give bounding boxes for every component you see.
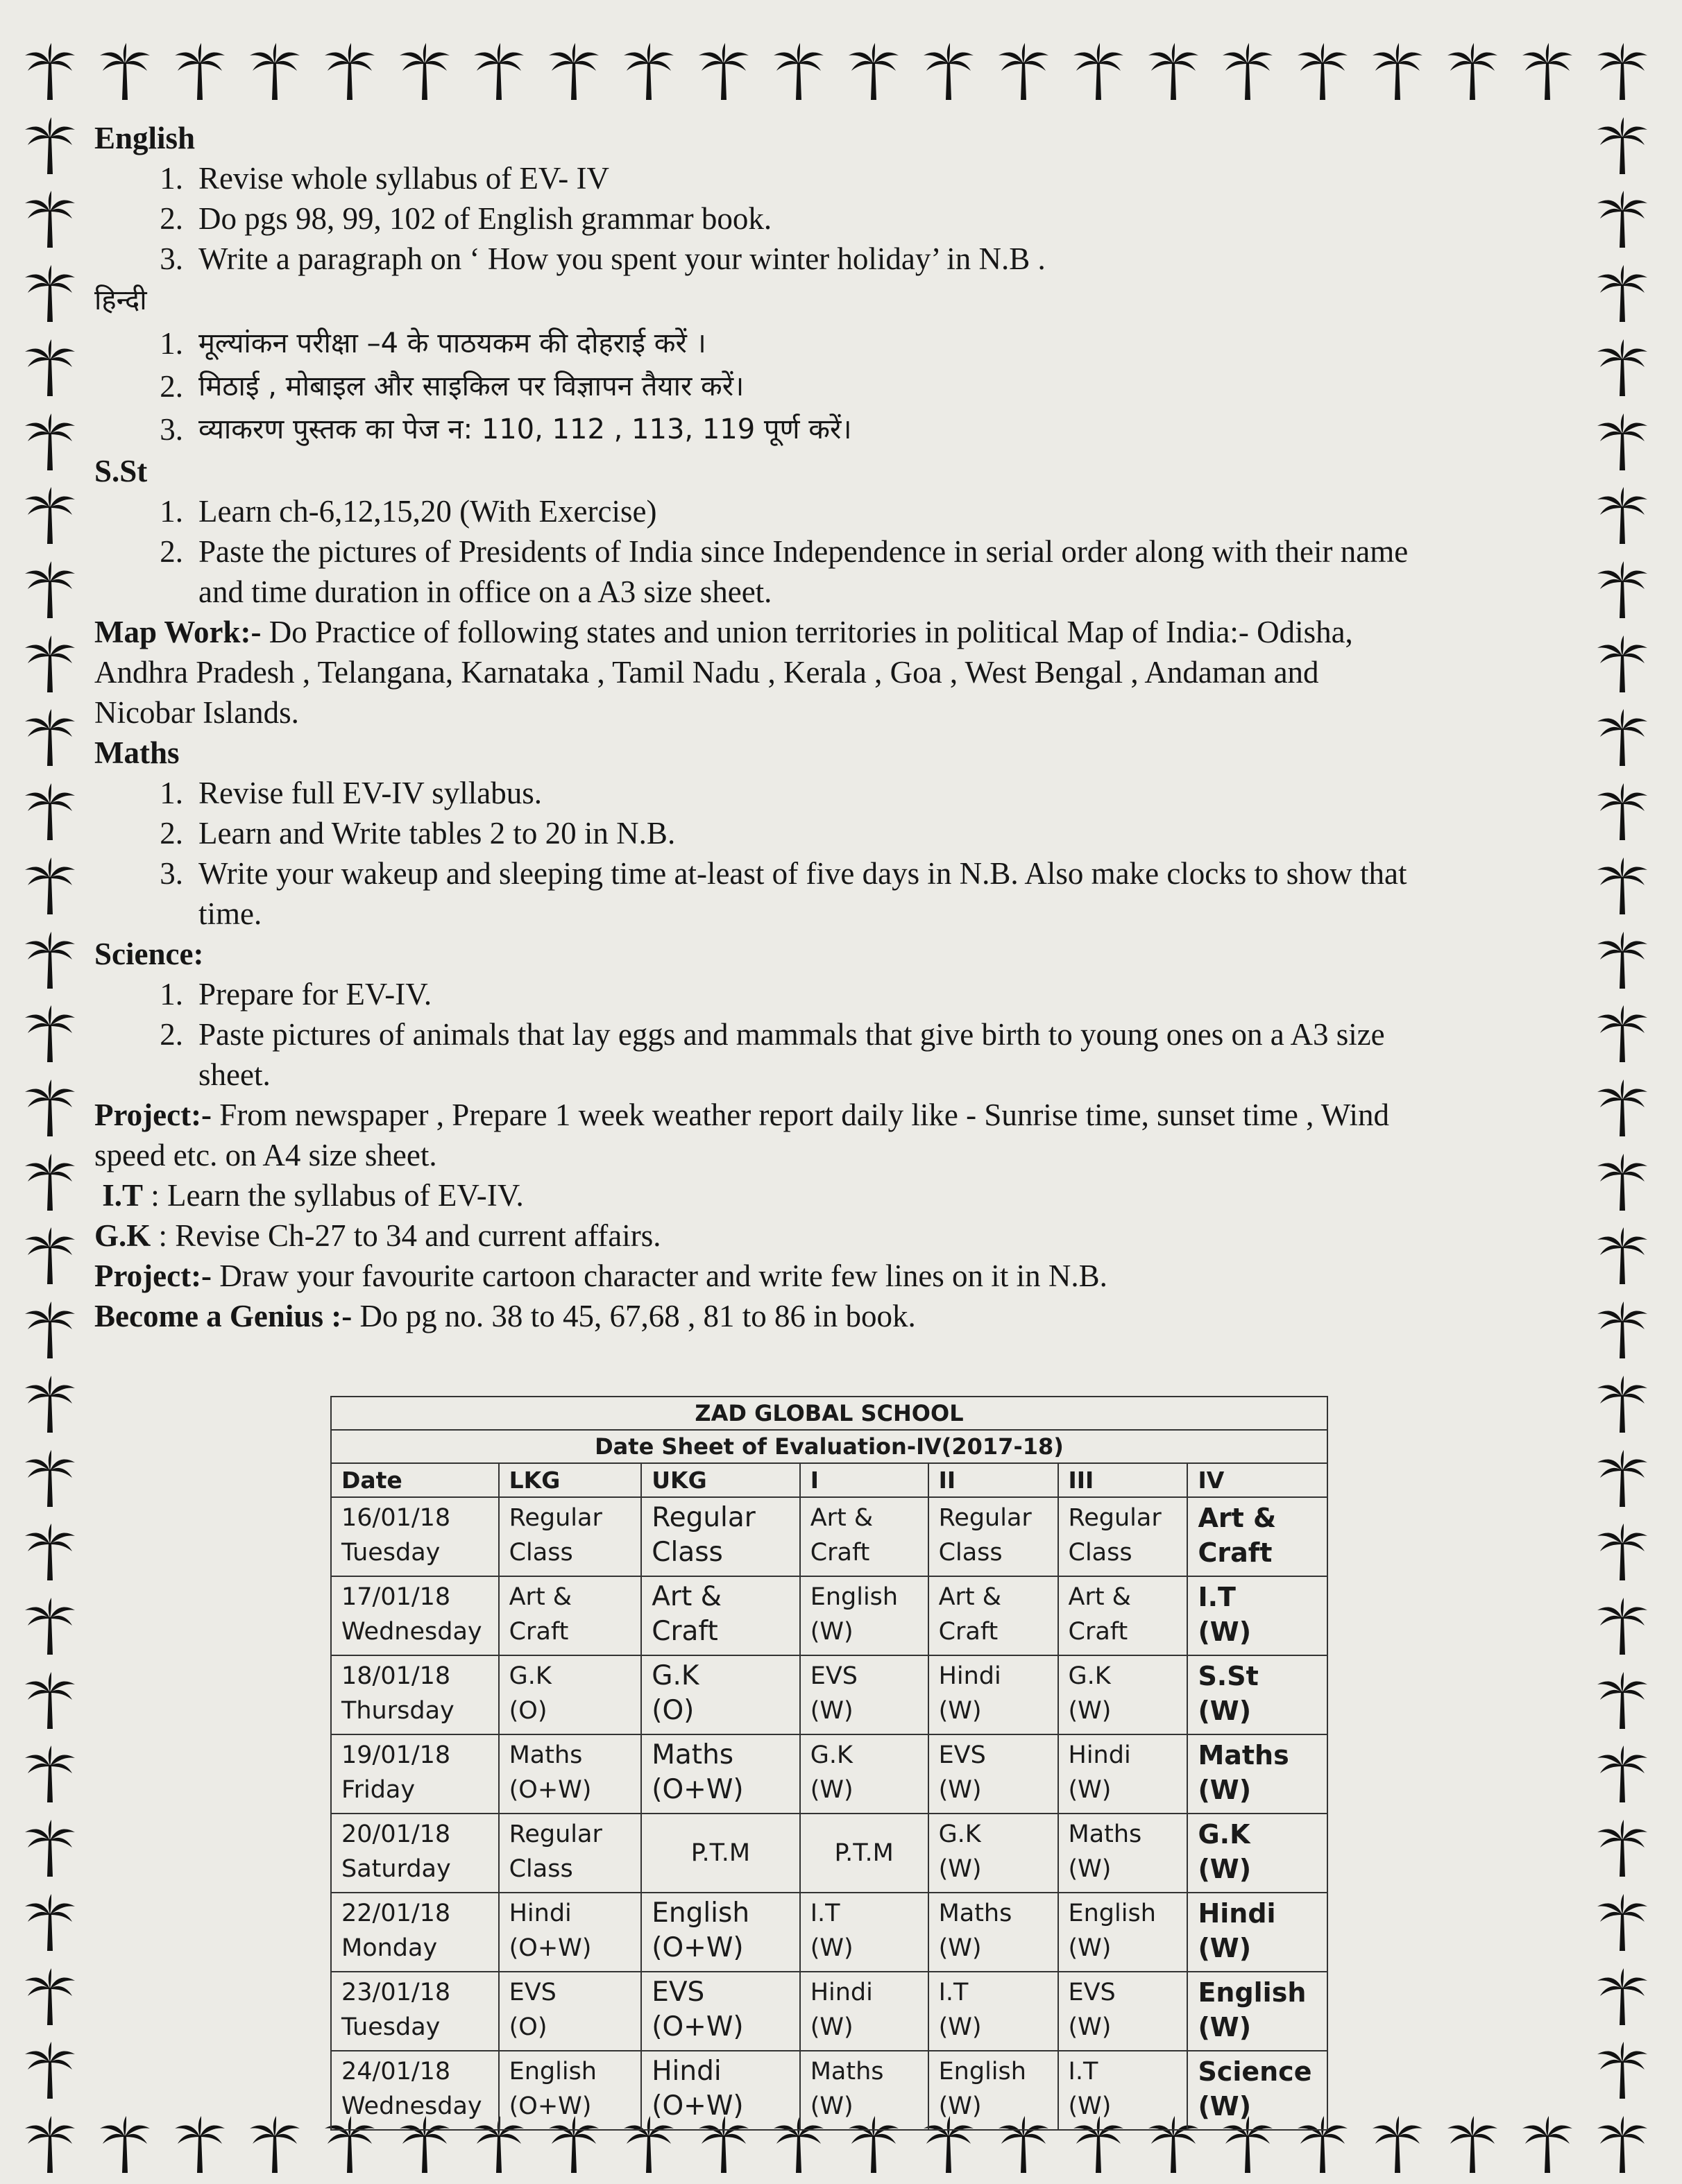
palm-tree-icon — [24, 2116, 76, 2174]
class-ii-cell: I.T (W) — [928, 1972, 1058, 2051]
lkg-cell: Art & Craft — [499, 1576, 642, 1655]
palm-tree-icon — [1596, 783, 1649, 842]
palm-tree-icon — [1596, 1302, 1649, 1360]
project-weather: Project:- From newspaper , Prepare 1 week weather report daily like - Sunrise time, sunset time , Wind — [94, 1098, 1389, 1132]
ukg-cell: Regular Class — [641, 1497, 799, 1576]
map-work-line: Andhra Pradesh , Telangana, Karnataka , Tamil Nadu , Kerala , Goa , West Bengal , Andaman and — [94, 655, 1319, 690]
list-item-continuation: sheet. — [198, 1057, 271, 1092]
list-item: 1. Prepare for EV-IV. — [160, 977, 432, 1012]
map-work: Map Work:- Do Practice of following states and union territories in political Map of India:- Odisha, — [94, 615, 1353, 649]
class-iv-cell: S.St (W) — [1187, 1655, 1327, 1734]
palm-tree-icon — [997, 43, 1050, 101]
palm-tree-icon — [1596, 932, 1649, 990]
palm-tree-icon — [24, 783, 76, 842]
palm-tree-icon — [24, 413, 76, 472]
class-ii-cell: G.K (W) — [928, 1814, 1058, 1893]
palm-tree-icon — [473, 43, 525, 101]
palm-tree-icon — [922, 43, 975, 101]
palm-tree-icon — [99, 43, 151, 101]
palm-tree-icon — [1596, 1894, 1649, 1952]
palm-tree-icon — [697, 43, 750, 101]
palm-tree-icon — [1147, 43, 1200, 101]
table-row — [331, 1576, 1327, 1655]
date-cell: 19/01/18 Friday — [331, 1734, 499, 1814]
list-item: 3. Write a paragraph on ‘ How you spent your winter holiday’ in N.B . — [160, 241, 1046, 276]
class-iv-cell: Maths (W) — [1187, 1734, 1327, 1814]
palm-tree-icon — [24, 1154, 76, 1212]
table-row — [331, 1893, 1327, 1972]
palm-tree-icon — [1596, 709, 1649, 767]
list-item: 1. मूल्यांकन परीक्षा –4 के पाठयकम की दोहराई करें । — [160, 326, 706, 361]
palm-tree-icon — [1596, 1672, 1649, 1730]
palm-tree-icon — [1596, 265, 1649, 323]
palm-tree-icon — [24, 858, 76, 916]
genius-label: Become a Genius :- — [94, 1299, 352, 1333]
lkg-cell: Hindi (O+W) — [499, 1893, 642, 1972]
ukg-cell: EVS (O+W) — [641, 1972, 799, 2051]
palm-tree-icon — [24, 709, 76, 767]
gk-label: G.K — [94, 1218, 151, 1253]
palm-tree-icon — [24, 1672, 76, 1730]
class-ii-cell: Art & Craft — [928, 1576, 1058, 1655]
column-header: III — [1058, 1463, 1188, 1497]
class-ii-cell: Maths (W) — [928, 1893, 1058, 1972]
project-cartoon: Project:- Draw your favourite cartoon character and write few lines on it in N.B. — [94, 1259, 1107, 1293]
list-item: 1. Learn ch-6,12,15,20 (With Exercise) — [160, 494, 657, 529]
palm-tree-icon — [1596, 1227, 1649, 1286]
date-sheet-title: Date Sheet of Evaluation-IV(2017-18) — [331, 1430, 1327, 1463]
table-row — [331, 1734, 1327, 1814]
class-iii-cell: EVS (W) — [1058, 1972, 1188, 2051]
date-cell: 23/01/18 Tuesday — [331, 1972, 499, 2051]
palm-tree-icon — [1446, 2116, 1499, 2174]
class-i-cell: English (W) — [800, 1576, 928, 1655]
ukg-cell: English (O+W) — [641, 1893, 799, 1972]
date-cell: 18/01/18 Thursday — [331, 1655, 499, 1734]
palm-tree-icon — [1221, 43, 1274, 101]
table-row — [331, 2051, 1327, 2130]
project-weather-line: speed etc. on A4 size sheet. — [94, 1138, 437, 1172]
palm-tree-icon — [1596, 413, 1649, 472]
table-row — [331, 1655, 1327, 1734]
palm-tree-icon — [1596, 1820, 1649, 1878]
palm-tree-icon — [24, 635, 76, 694]
project-label: Project:- — [94, 1098, 212, 1132]
palm-tree-icon — [1596, 858, 1649, 916]
palm-tree-icon — [24, 265, 76, 323]
column-header: LKG — [499, 1463, 642, 1497]
class-iv-cell: G.K (W) — [1187, 1814, 1327, 1893]
palm-tree-icon — [24, 561, 76, 620]
date-cell: 16/01/18 Tuesday — [331, 1497, 499, 1576]
palm-tree-icon — [24, 1598, 76, 1656]
hindi-heading: हिन्दी — [94, 284, 147, 316]
palm-tree-icon — [24, 43, 76, 101]
date-cell: 17/01/18 Wednesday — [331, 1576, 499, 1655]
palm-tree-icon — [1596, 2042, 1649, 2100]
list-item-continuation: and time duration in office on a A3 size sheet. — [198, 574, 772, 609]
palm-tree-icon — [1521, 2116, 1574, 2174]
palm-tree-icon — [24, 191, 76, 249]
class-i-cell: Maths (W) — [800, 2051, 928, 2130]
palm-tree-icon — [847, 43, 900, 101]
class-iv-cell: I.T (W) — [1187, 1576, 1327, 1655]
palm-tree-icon — [1596, 561, 1649, 620]
column-header: UKG — [641, 1463, 799, 1497]
lkg-cell: English (O+W) — [499, 2051, 642, 2130]
date-cell: 22/01/18 Monday — [331, 1893, 499, 1972]
date-cell: 20/01/18 Saturday — [331, 1814, 499, 1893]
column-header: IV — [1187, 1463, 1327, 1497]
lkg-cell: Maths (O+W) — [499, 1734, 642, 1814]
list-item: 2. मिठाई , मोबाइल और साइकिल पर विज्ञापन तैयार करें। — [160, 369, 745, 404]
palm-tree-icon — [24, 117, 76, 176]
english-list — [94, 158, 1558, 279]
palm-tree-icon — [24, 932, 76, 990]
palm-tree-icon — [24, 1450, 76, 1508]
palm-tree-icon — [1596, 1080, 1649, 1138]
project-label: Project:- — [94, 1259, 212, 1293]
palm-tree-icon — [24, 1820, 76, 1878]
class-iii-cell: G.K (W) — [1058, 1655, 1188, 1734]
date-sheet-table — [330, 1396, 1328, 2131]
class-ii-cell: EVS (W) — [928, 1734, 1058, 1814]
ukg-cell: P.T.M — [641, 1814, 799, 1893]
column-header: I — [800, 1463, 928, 1497]
school-name: ZAD GLOBAL SCHOOL — [331, 1397, 1327, 1430]
become-a-genius: Become a Genius :- Do pg no. 38 to 45, 67,68 , 81 to 86 in book. — [94, 1299, 916, 1333]
palm-tree-icon — [1596, 339, 1649, 398]
palm-tree-icon — [772, 43, 825, 101]
palm-tree-icon — [1596, 1524, 1649, 1582]
palm-tree-icon — [99, 2116, 151, 2174]
palm-tree-icon — [24, 487, 76, 545]
list-item: 2. Paste pictures of animals that lay eggs and mammals that give birth to young ones on a A3 size — [160, 1017, 1385, 1052]
column-header: II — [928, 1463, 1058, 1497]
palm-tree-icon — [1596, 1746, 1649, 1804]
palm-tree-icon — [1296, 43, 1349, 101]
palm-tree-icon — [1596, 2116, 1649, 2174]
class-iv-cell: English (W) — [1187, 1972, 1327, 2051]
class-iv-cell: Hindi (W) — [1187, 1893, 1327, 1972]
palm-tree-icon — [1596, 117, 1649, 176]
hindi-list — [94, 322, 1558, 451]
date-cell: 24/01/18 Wednesday — [331, 2051, 499, 2130]
palm-tree-icon — [173, 43, 226, 101]
science-heading: Science: — [94, 937, 204, 971]
palm-tree-icon — [1446, 43, 1499, 101]
sst-list — [94, 491, 1558, 612]
ukg-cell: Maths (O+W) — [641, 1734, 799, 1814]
class-iii-cell: Regular Class — [1058, 1497, 1188, 1576]
palm-tree-icon — [1596, 635, 1649, 694]
palm-tree-icon — [24, 1376, 76, 1434]
class-i-cell: Art & Craft — [800, 1497, 928, 1576]
class-ii-cell: English (W) — [928, 2051, 1058, 2130]
list-item: 1. Revise full EV-IV syllabus. — [160, 776, 542, 810]
map-work-line: Nicobar Islands. — [94, 695, 299, 730]
palm-tree-icon — [622, 43, 675, 101]
class-iii-cell: Hindi (W) — [1058, 1734, 1188, 1814]
class-iii-cell: Maths (W) — [1058, 1814, 1188, 1893]
class-iii-cell: Art & Craft — [1058, 1576, 1188, 1655]
palm-tree-icon — [398, 43, 451, 101]
table-row — [331, 1814, 1327, 1893]
ukg-cell: G.K (O) — [641, 1655, 799, 1734]
lkg-cell: Regular Class — [499, 1814, 642, 1893]
ukg-cell: Art & Craft — [641, 1576, 799, 1655]
class-i-cell: I.T (W) — [800, 1893, 928, 1972]
palm-tree-icon — [1072, 43, 1125, 101]
class-i-cell: G.K (W) — [800, 1734, 928, 1814]
table-row — [331, 1972, 1327, 2051]
palm-tree-icon — [1371, 43, 1424, 101]
list-item: 3. Write your wakeup and sleeping time at-least of five days in N.B. Also make clocks to show that — [160, 856, 1407, 891]
it-label: I.T — [102, 1178, 144, 1213]
palm-tree-icon — [24, 1968, 76, 2027]
palm-tree-icon — [1596, 487, 1649, 545]
list-item-continuation: time. — [198, 896, 262, 931]
palm-tree-icon — [24, 339, 76, 398]
palm-tree-icon — [24, 1524, 76, 1582]
map-work-label: Map Work:- — [94, 615, 262, 649]
science-list — [94, 974, 1558, 1095]
english-heading: English — [94, 121, 196, 155]
maths-list — [94, 773, 1558, 934]
palm-tree-icon — [1596, 1450, 1649, 1508]
palm-tree-icon — [24, 1894, 76, 1952]
palm-tree-icon — [24, 1227, 76, 1286]
list-item: 2. Learn and Write tables 2 to 20 in N.B. — [160, 816, 676, 851]
column-header: Date — [331, 1463, 499, 1497]
sst-heading: S.St — [94, 454, 148, 488]
list-item: 2. Paste the pictures of Presidents of India since Independence in serial order along with their name — [160, 534, 1409, 569]
palm-tree-icon — [248, 2116, 301, 2174]
palm-tree-icon — [24, 2042, 76, 2100]
palm-tree-icon — [1596, 191, 1649, 249]
palm-tree-icon — [24, 1005, 76, 1064]
palm-tree-icon — [323, 43, 376, 101]
class-i-cell: P.T.M — [800, 1814, 928, 1893]
holiday-homework-content — [94, 118, 1558, 1336]
palm-tree-icon — [1596, 1154, 1649, 1212]
palm-tree-icon — [1596, 1598, 1649, 1656]
lkg-cell: Regular Class — [499, 1497, 642, 1576]
list-item: 2. Do pgs 98, 99, 102 of English grammar book. — [160, 201, 772, 236]
class-iv-cell: Science (W) — [1187, 2051, 1327, 2130]
table-row — [331, 1497, 1327, 1576]
class-iii-cell: English (W) — [1058, 1893, 1188, 1972]
table-header-row — [331, 1463, 1327, 1497]
it-task: I.T : Learn the syllabus of EV-IV. — [102, 1178, 524, 1213]
palm-tree-icon — [547, 43, 600, 101]
palm-tree-icon — [1596, 1968, 1649, 2027]
lkg-cell: G.K (O) — [499, 1655, 642, 1734]
class-i-cell: EVS (W) — [800, 1655, 928, 1734]
palm-tree-icon — [1596, 1005, 1649, 1064]
list-item: 3. व्याकरण पुस्तक का पेज न: 110, 112 , 113, 119 पूर्ण करें। — [160, 412, 852, 447]
lkg-cell: EVS (O) — [499, 1972, 642, 2051]
palm-tree-icon — [1596, 43, 1649, 101]
palm-tree-icon — [1596, 1376, 1649, 1434]
palm-tree-icon — [24, 1302, 76, 1360]
palm-tree-icon — [24, 1080, 76, 1138]
ukg-cell: Hindi (O+W) — [641, 2051, 799, 2130]
palm-tree-icon — [248, 43, 301, 101]
class-iv-cell: Art & Craft — [1187, 1497, 1327, 1576]
palm-tree-icon — [1521, 43, 1574, 101]
gk-task: G.K : Revise Ch-27 to 34 and current affairs. — [94, 1218, 661, 1253]
palm-tree-icon — [173, 2116, 226, 2174]
list-item: 1. Revise whole syllabus of EV- IV — [160, 161, 610, 196]
class-ii-cell: Hindi (W) — [928, 1655, 1058, 1734]
palm-tree-icon — [24, 1746, 76, 1804]
palm-tree-icon — [1371, 2116, 1424, 2174]
class-i-cell: Hindi (W) — [800, 1972, 928, 2051]
maths-heading: Maths — [94, 735, 180, 770]
class-ii-cell: Regular Class — [928, 1497, 1058, 1576]
class-iii-cell: I.T (W) — [1058, 2051, 1188, 2130]
